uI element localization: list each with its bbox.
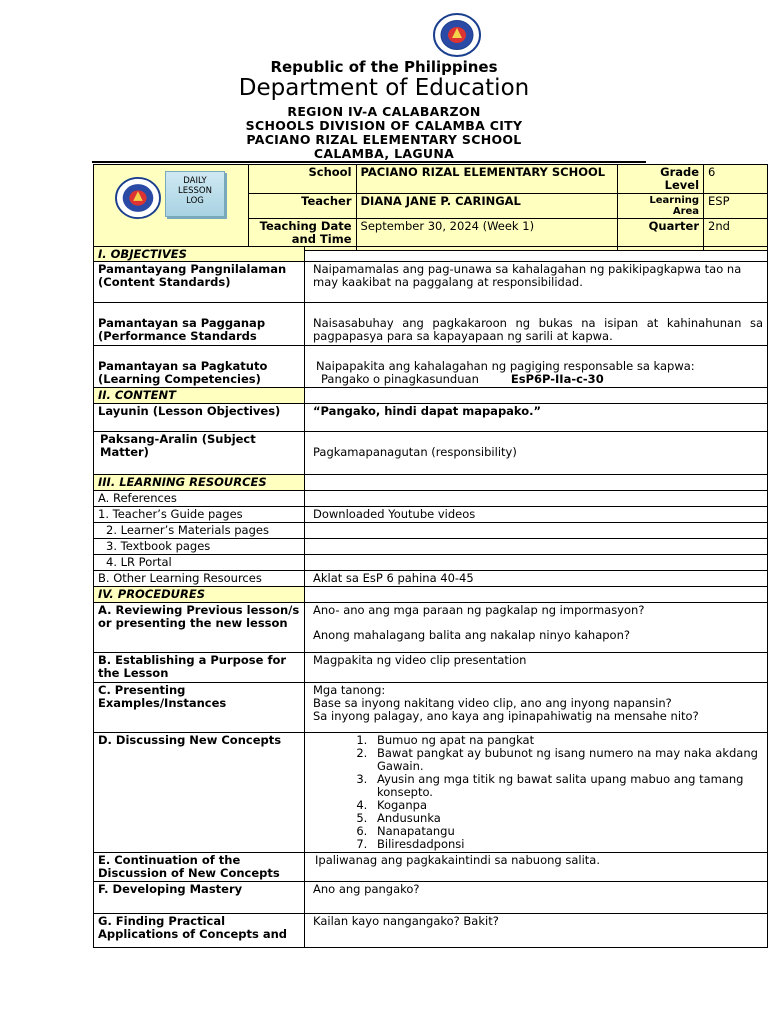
- subject-matter-value: Pagkamapanagutan (responsibility): [305, 432, 768, 475]
- school-label: School: [248, 165, 356, 194]
- list-item: 4. Koganpa: [371, 799, 763, 812]
- list-item: 5. Andusunka: [371, 812, 763, 825]
- learning-competencies-label: Pamantayan sa Pagkatuto (Learning Competencies): [94, 346, 305, 388]
- deped-logo-icon: [114, 176, 162, 220]
- references-label: A. References: [94, 491, 305, 507]
- procedure-d-list: [309, 734, 763, 851]
- performance-standards-value: Naisasabuhay ang pagkakaroon ng bukas na isipan at kahinahunan sa pagpapasya para sa kapayapaan ng sarili at kapwa.: [305, 303, 768, 346]
- learning-competencies-cell: [305, 346, 768, 388]
- competency-code: EsP6P-IIa-c-30: [510, 372, 604, 386]
- procedure-c-cell: [305, 683, 768, 733]
- list-item: 6. Nanapatangu: [371, 825, 763, 838]
- procedure-b-value: Magpakita ng video clip presentation: [305, 653, 768, 683]
- content-standards-value: Naipamamalas ang pag-unawa sa kahalagahan ng pakikipagkapwa tao na may kaakibat na paggalang at responsibilidad.: [305, 262, 768, 303]
- competency-sub: Pangako o pinagkasunduan: [321, 372, 479, 386]
- objectives-heading: I. OBJECTIVES: [94, 247, 305, 262]
- header-divider: [92, 161, 646, 163]
- deped-seal-icon: [432, 12, 482, 58]
- learning-competencies-value: Naipapakita ang kahalagahan ng pagiging responsable sa kapwa:: [316, 359, 695, 373]
- lesson-info-table: [93, 164, 768, 251]
- procedures-heading: IV. PROCEDURES: [94, 587, 305, 603]
- lesson-plan-table: [93, 246, 768, 948]
- procedure-a-cell: [305, 603, 768, 653]
- procedure-g-value: Kailan kayo nangangako? Bakit?: [305, 914, 768, 948]
- department-heading: Department of Education: [238, 75, 530, 101]
- content-heading: II. CONTENT: [94, 388, 305, 404]
- procedure-a-line1: Ano- ano ang mga paraan ng pagkalap ng impormasyon?: [313, 603, 645, 617]
- quarter-label: Quarter: [618, 219, 704, 251]
- procedure-b-label: B. Establishing a Purpose for the Lesson: [94, 653, 305, 683]
- procedure-f-label: F. Developing Mastery: [94, 882, 305, 914]
- other-resources-value: Aklat sa EsP 6 pahina 40-45: [305, 571, 768, 587]
- daily-lesson-log-badge: DAILY LESSON LOG: [165, 171, 225, 217]
- quarter-value: 2nd: [704, 219, 768, 251]
- procedure-a-label: A. Reviewing Previous lesson/s or presenting the new lesson: [94, 603, 305, 653]
- learning-area-value: ESP: [704, 194, 768, 219]
- list-item: 2. Bawat pangkat ay bubunot ng isang numero na may naka akdang Gawain.: [371, 747, 763, 773]
- teaching-date-value: September 30, 2024 (Week 1): [356, 219, 618, 251]
- procedure-e-value: Ipaliwanag ang pagkakaintindi sa nabuong salita.: [305, 853, 768, 882]
- procedure-f-value: Ano ang pangako?: [305, 882, 768, 914]
- list-item: 3. Ayusin ang mga titik ng bawat salita upang mabuo ang tamang konsepto.: [371, 773, 763, 799]
- teacher-label: Teacher: [248, 194, 356, 219]
- teaching-date-label: Teaching Date and Time: [248, 219, 356, 251]
- procedure-c-label: C. Presenting Examples/Instances: [94, 683, 305, 733]
- teachers-guide-value: Downloaded Youtube videos: [305, 507, 768, 523]
- division-heading: SCHOOLS DIVISION OF CALAMBA CITY: [245, 118, 523, 133]
- learning-area-label: Learning Area: [618, 194, 704, 219]
- procedure-e-label: E. Continuation of the Discussion of New Concepts: [94, 853, 305, 882]
- teachers-guide-label: 1. Teacher’s Guide pages: [94, 507, 305, 523]
- learning-resources-heading: III. LEARNING RESOURCES: [94, 475, 305, 491]
- list-item: 7. Biliresdadponsi: [371, 838, 763, 851]
- list-item: 1. Bumuo ng apat na pangkat: [371, 734, 763, 747]
- other-resources-label: B. Other Learning Resources: [94, 571, 305, 587]
- lr-portal-label: 4. LR Portal: [94, 555, 305, 571]
- logo-cell: [94, 165, 249, 251]
- grade-label: Grade Level: [618, 165, 704, 194]
- procedure-a-line2: Anong mahalagang balita ang nakalap ninyo kahapon?: [313, 628, 630, 642]
- republic-heading: Republic of the Philippines: [270, 58, 498, 76]
- content-standards-label: Pamantayang Pangnilalaman (Content Standards): [94, 262, 305, 303]
- subject-matter-label: Paksang-Aralin (Subject Matter): [94, 432, 305, 475]
- location-heading: CALAMBA, LAGUNA: [313, 146, 455, 161]
- school-heading: PACIANO RIZAL ELEMENTARY SCHOOL: [246, 132, 522, 147]
- lesson-objectives-value: “Pangako, hindi dapat mapapako.”: [305, 404, 768, 432]
- procedure-g-label: G. Finding Practical Applications of Concepts and: [94, 914, 305, 948]
- lesson-objectives-label: Layunin (Lesson Objectives): [94, 404, 305, 432]
- procedure-c-line1: Mga tanong:: [313, 683, 386, 697]
- procedure-c-line2: Base sa inyong nakitang video clip, ano ang inyong napansin?: [313, 696, 672, 710]
- procedure-d-cell: [305, 733, 768, 853]
- grade-value: 6: [704, 165, 768, 194]
- teacher-value: DIANA JANE P. CARINGAL: [356, 194, 618, 219]
- textbook-pages-label: 3. Textbook pages: [94, 539, 305, 555]
- region-heading: REGION IV-A CALABARZON: [287, 104, 481, 119]
- performance-standards-label: Pamantayan sa Pagganap (Performance Standards: [94, 303, 305, 346]
- procedure-c-line3: Sa inyong palagay, ano kaya ang ipinapahiwatig na mensahe nito?: [313, 709, 699, 723]
- procedure-d-label: D. Discussing New Concepts: [94, 733, 305, 853]
- learners-materials-label: 2. Learner’s Materials pages: [94, 523, 305, 539]
- school-value: PACIANO RIZAL ELEMENTARY SCHOOL: [356, 165, 618, 194]
